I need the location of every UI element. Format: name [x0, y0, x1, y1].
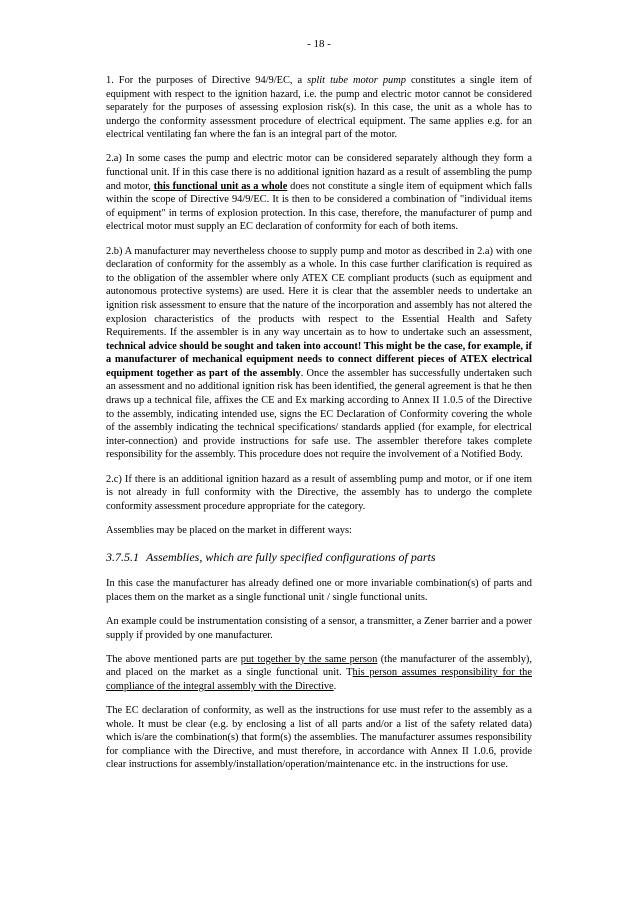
paragraph-invariable-combination: In this case the manufacturer has already defined one or more invariable combination(s) of parts and places them on the market as a single functional unit / single functional units.: [106, 578, 532, 603]
paragraph-split-tube-pump: 1. For the purposes of Directive 94/9/EC, a split tube motor pump constitutes a single item of equipment with respect to the ignition hazard, i.e. the pump and electric motor cannot be considered separately for the purposes of assessing explosion risk(s). In this case, the unit as a whole has to undergo the conformity assessment procedure of electrical equipment. The same applies e.g. for an electrical ventilating fan where the fan is an integral part of the motor.: [106, 75, 532, 141]
underline-responsibility: his person assumes responsibility for the compliance of the integral assembly with the Directive: [106, 667, 532, 692]
paragraph-2c: 2.c) If there is an additional ignition hazard as a result of assembling pump and motor, or if one item is not already in full conformity with the Directive, the assembly has to undergo the complete conformity assessment procedure appropriate for the category.: [106, 473, 532, 512]
page-number: - 18 -: [307, 38, 331, 50]
paragraph-ec-declaration: The EC declaration of conformity, as well as the instructions for use must refer to the assembly as a whole. It must be clear (e.g. by enclosing a list of all parts and/or a list of the safety related data) which is/are the combination(s) that form(s) the assemblies. The manufacturer assumes responsibility for compliance with the Directive, and must therefore, in accordance with Annex II 1.0.6, provide clear instructions for assembly/installation/operation/maintenance etc. in the instructions for use.: [106, 705, 532, 771]
emphasis-functional-unit: this functional unit as a whole: [153, 180, 288, 192]
page-body: [106, 74, 532, 783]
section-title: Assemblies, which are fully specified configurations of parts: [146, 550, 436, 565]
paragraph-2b: 2.b) A manufacturer may nevertheless choose to supply pump and motor as described in 2.a) with one declaration of conformity for the assembly as a whole. In this case further clarification is required as to the obligation of the assembler where only ATEX CE compliant products (such as equipment and autonomous protective systems) are used. Here it is clear that the assembler needs to undertake an ignition risk assessment to ensure that the nature of the incorporation and assembly has not altered the explosion characteristics of the products with respect to the Essential Health and Safety Requirements. If the assembler is in any way uncertain as to how to undertake such an assessment, technical advice should be sought and taken into account! This might be the case, for example, if a manufacturer of mechanical equipment needs to connect different pieces of ATEX electrical equipment together as part of the assembly. Once the assembler has successfully undertaken such an assessment and no additional ignition risk has been identified, the general agreement is that he then draws up a technical file, affixes the CE and Ex marking according to Annex II 1.0.5 of the Directive to the assembly, indicating intended use, signs the EC Declaration of Conformity covering the whole of the assembly indicating the technical specifications/ standards applied (for example, for electrical inter-connection) and provide instructions for safe use. The assembler therefore takes complete responsibility for the assembly. This procedure does not require the involvement of a Notified Body.: [106, 245, 532, 461]
section-heading: [106, 550, 532, 565]
paragraph-same-person: The above mentioned parts are put together by the same person (the manufacturer of the assembly), and placed on the market as a single functional unit. This person assumes responsibility for the compliance of the integral assembly with the Directive.: [106, 653, 532, 692]
underline-same-person: put together by the same person: [240, 653, 378, 665]
emphasis-split-tube-motor-pump: split tube motor pump: [307, 75, 406, 86]
paragraph-instrumentation-example: An example could be instrumentation consisting of a sensor, a transmitter, a Zener barrier and a power supply if provided by one manufacturer.: [106, 616, 532, 641]
paragraph-market-ways: Assemblies may be placed on the market in different ways:: [106, 524, 352, 536]
section-number: 3.7.5.1: [106, 550, 139, 565]
emphasis-technical-advice: technical advice should be sought and taken into account! This might be the case, for example, if a manufacturer of mechanical equipment needs to connect different pieces of ATEX electrical equipment together as part of the assembly: [106, 340, 532, 379]
paragraph-2a: 2.a) In some cases the pump and electric motor can be considered separately although they form a functional unit. If in this case there is no additional ignition hazard as a result of assembling the pump and motor, this functional unit as a whole does not constitute a single item of equipment which falls within the scope of Directive 94/9/EC. It is then to be considered a combination of "individual items of equipment" in terms of explosion protection. In this case, therefore, the manufacturer of pump and electrical motor must supply an EC declaration of conformity for each of both items.: [106, 153, 532, 233]
